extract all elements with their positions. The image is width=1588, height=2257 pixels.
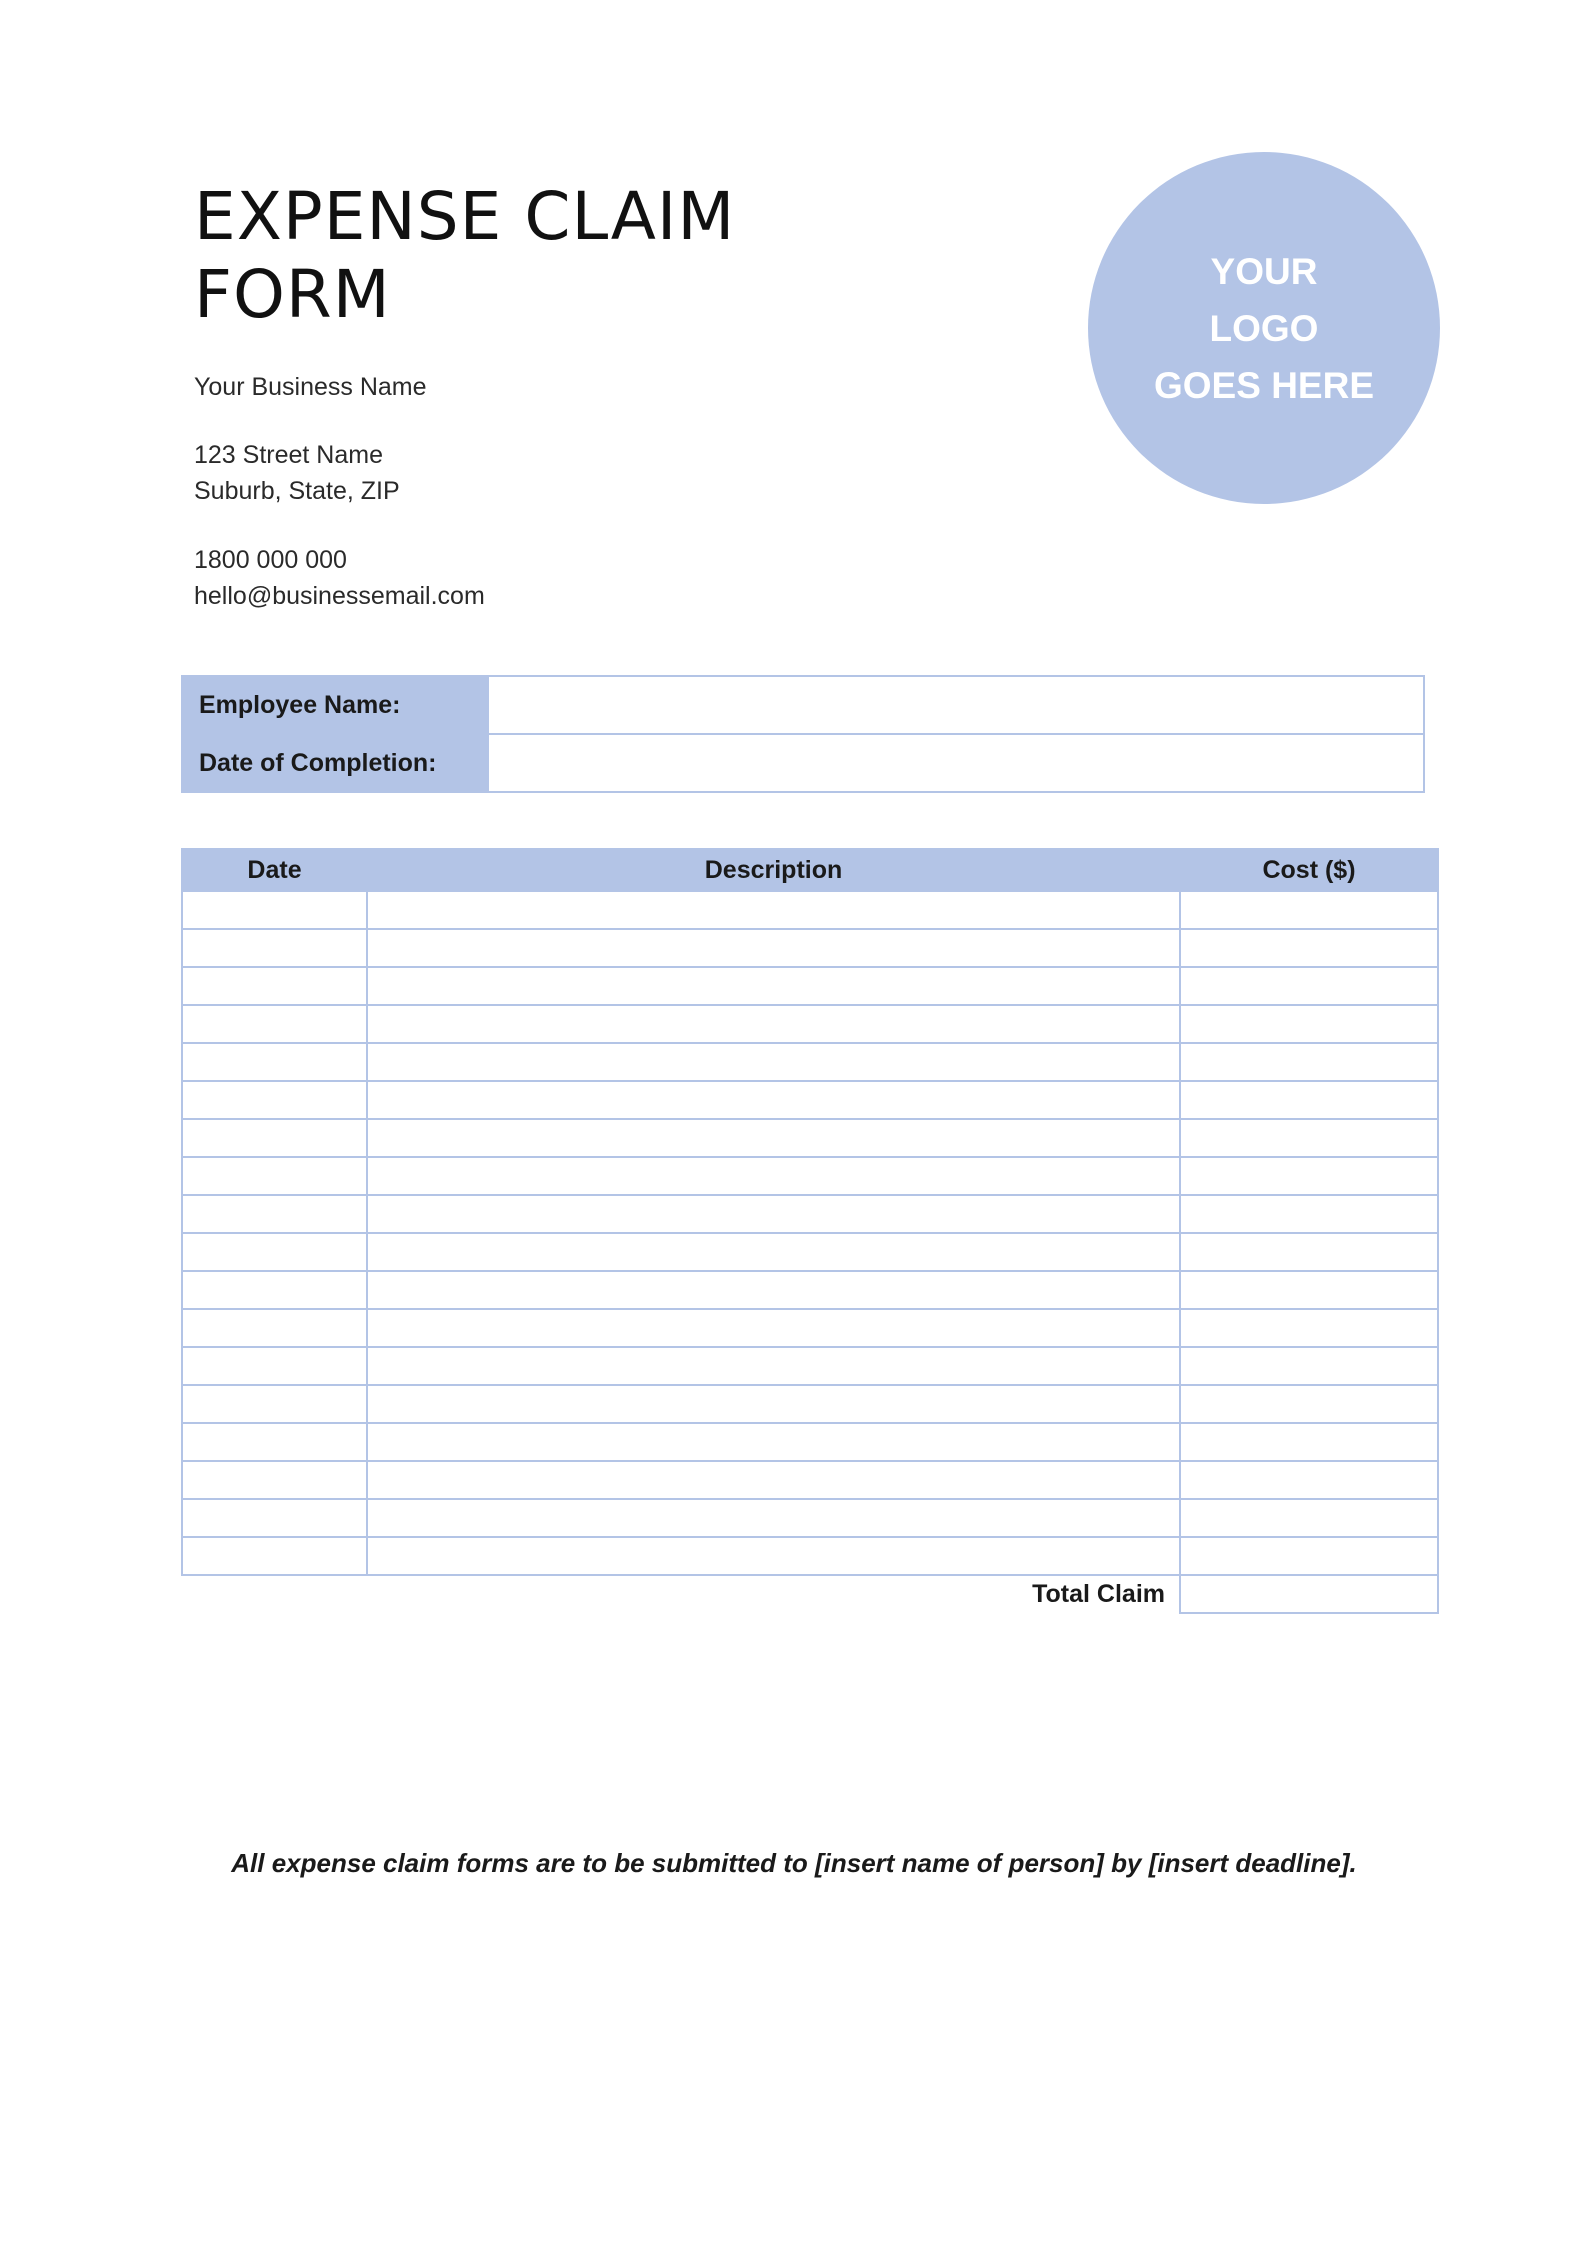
cost-cell[interactable] [1180, 1385, 1438, 1423]
description-cell[interactable] [367, 1271, 1180, 1309]
city-state-zip: Suburb, State, ZIP [194, 477, 400, 505]
table-row [182, 967, 1438, 1005]
date-cell[interactable] [182, 1005, 367, 1043]
form-title-line-2: FORM [194, 256, 391, 333]
cost-cell[interactable] [1180, 1537, 1438, 1575]
description-cell[interactable] [367, 929, 1180, 967]
description-cell[interactable] [367, 1347, 1180, 1385]
cost-cell[interactable] [1180, 1309, 1438, 1347]
logo-text-line-2: LOGO [1209, 307, 1319, 349]
date-cell[interactable] [182, 1461, 367, 1499]
employee-name-label: Employee Name: [182, 676, 488, 734]
table-row [182, 1195, 1438, 1233]
table-row [182, 929, 1438, 967]
date-cell[interactable] [182, 1233, 367, 1271]
logo-placeholder [1088, 152, 1440, 504]
form-title-line-1: EXPENSE CLAIM [194, 178, 736, 255]
description-cell[interactable] [367, 1081, 1180, 1119]
cost-cell[interactable] [1180, 967, 1438, 1005]
cost-cell[interactable] [1180, 891, 1438, 929]
description-column-header: Description [367, 849, 1180, 891]
table-row [182, 1423, 1438, 1461]
business-address [194, 437, 400, 509]
cost-cell[interactable] [1180, 1119, 1438, 1157]
employee-info-table [181, 675, 1425, 793]
date-cell[interactable] [182, 891, 367, 929]
description-cell[interactable] [367, 1537, 1180, 1575]
logo-text-line-3: GOES HERE [1154, 364, 1374, 406]
date-cell[interactable] [182, 1043, 367, 1081]
date-cell[interactable] [182, 1195, 367, 1233]
cost-cell[interactable] [1180, 929, 1438, 967]
business-contact [194, 542, 485, 614]
date-column-header: Date [182, 849, 367, 891]
completion-date-row [182, 734, 1424, 792]
description-cell[interactable] [367, 1461, 1180, 1499]
cost-cell[interactable] [1180, 1347, 1438, 1385]
table-row [182, 891, 1438, 929]
date-cell[interactable] [182, 1271, 367, 1309]
cost-cell[interactable] [1180, 1461, 1438, 1499]
table-row [182, 1537, 1438, 1575]
total-spacer [182, 1575, 367, 1613]
phone-number: 1800 000 000 [194, 546, 347, 574]
form-title [194, 178, 735, 334]
expense-header-row [182, 849, 1438, 891]
date-cell[interactable] [182, 1157, 367, 1195]
cost-cell[interactable] [1180, 1195, 1438, 1233]
table-row [182, 1385, 1438, 1423]
total-claim-field[interactable] [1180, 1575, 1438, 1613]
total-claim-label: Total Claim [367, 1575, 1180, 1613]
description-cell[interactable] [367, 1043, 1180, 1081]
expense-table [181, 848, 1439, 1614]
date-cell[interactable] [182, 1119, 367, 1157]
description-cell[interactable] [367, 1119, 1180, 1157]
employee-name-field[interactable] [488, 676, 1424, 734]
cost-cell[interactable] [1180, 1081, 1438, 1119]
date-cell[interactable] [182, 1347, 367, 1385]
cost-cell[interactable] [1180, 1157, 1438, 1195]
employee-name-row [182, 676, 1424, 734]
table-row [182, 1233, 1438, 1271]
business-name: Your Business Name [194, 373, 427, 401]
description-cell[interactable] [367, 1233, 1180, 1271]
submission-note: All expense claim forms are to be submitted to [insert name of person] by [insert deadline]. [231, 1848, 1357, 1878]
table-row [182, 1309, 1438, 1347]
description-cell[interactable] [367, 1157, 1180, 1195]
description-cell[interactable] [367, 1005, 1180, 1043]
total-row [182, 1575, 1438, 1613]
date-cell[interactable] [182, 1385, 367, 1423]
description-cell[interactable] [367, 1499, 1180, 1537]
table-row [182, 1499, 1438, 1537]
table-row [182, 1119, 1438, 1157]
table-row [182, 1081, 1438, 1119]
date-cell[interactable] [182, 1423, 367, 1461]
description-cell[interactable] [367, 1195, 1180, 1233]
completion-date-field[interactable] [488, 734, 1424, 792]
table-row [182, 1271, 1438, 1309]
description-cell[interactable] [367, 967, 1180, 1005]
description-cell[interactable] [367, 891, 1180, 929]
date-cell[interactable] [182, 967, 367, 1005]
date-cell[interactable] [182, 1537, 367, 1575]
cost-cell[interactable] [1180, 1043, 1438, 1081]
description-cell[interactable] [367, 1385, 1180, 1423]
description-cell[interactable] [367, 1423, 1180, 1461]
cost-cell[interactable] [1180, 1499, 1438, 1537]
cost-column-header: Cost ($) [1180, 849, 1438, 891]
table-row [182, 1347, 1438, 1385]
table-row [182, 1461, 1438, 1499]
cost-cell[interactable] [1180, 1423, 1438, 1461]
date-cell[interactable] [182, 1309, 367, 1347]
expense-rows [182, 891, 1438, 1575]
date-cell[interactable] [182, 1499, 367, 1537]
street-address: 123 Street Name [194, 441, 383, 469]
logo-text-line-1: YOUR [1210, 250, 1318, 292]
description-cell[interactable] [367, 1309, 1180, 1347]
table-row [182, 1043, 1438, 1081]
cost-cell[interactable] [1180, 1005, 1438, 1043]
date-cell[interactable] [182, 1081, 367, 1119]
email-address: hello@businessemail.com [194, 582, 485, 610]
date-cell[interactable] [182, 929, 367, 967]
table-row [182, 1157, 1438, 1195]
table-row [182, 1005, 1438, 1043]
business-name-block [194, 369, 427, 405]
cost-cell[interactable] [1180, 1271, 1438, 1309]
cost-cell[interactable] [1180, 1233, 1438, 1271]
completion-date-label: Date of Completion: [182, 734, 488, 792]
